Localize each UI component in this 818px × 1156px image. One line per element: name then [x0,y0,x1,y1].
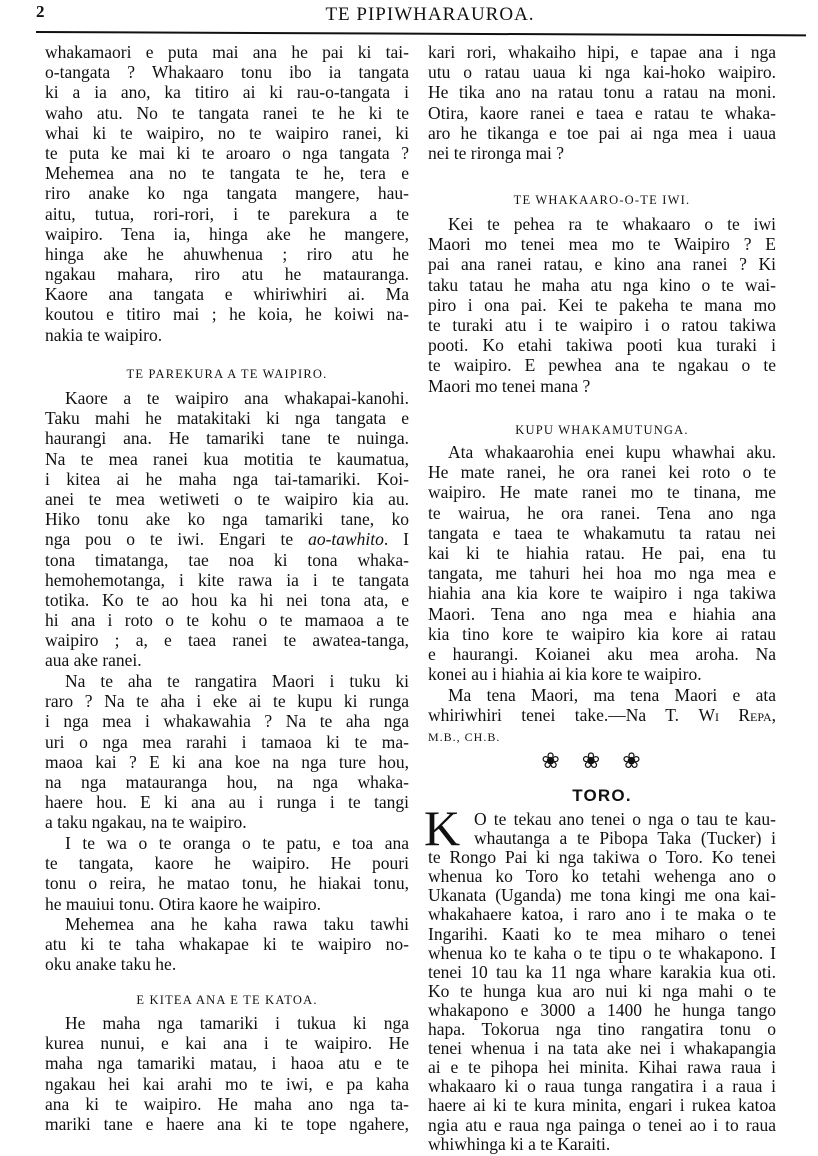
text-line: te waipiro. E pewhea ana te ngakau o te [428,355,776,376]
text-line: ngakau mahara, riro atu he matauranga. [45,264,409,285]
text-line: kari rori, whakaiho hipi, e tapae ana i nga [428,42,776,62]
text-line: tona timatanga, tae noa ki tona whaka- [45,549,409,570]
text-line: i nga mea i whakawahia ? Na te aha nga [45,711,409,732]
ornament-divider: ❀❀❀ [541,748,663,773]
text-line: He tika ano na ratau tonu a ratau na moni. [428,82,776,103]
drop-cap: K [424,800,461,856]
text-line: Kaore a te waipiro ana whakapai-kanohi. [65,388,409,408]
text-line: hi ana i roto o te kohu o te mamaoa a te [45,610,409,631]
text-line: waipiro ; a, e taea ranei te awatea-tanga, [45,630,409,651]
text-line: whautanga a te Pibopa Taka (Tucker) i [474,829,776,849]
text-line: o-tangata ? Whakaaro tonu ibo ia tangata [45,62,409,83]
text-line: Ma tena Maori, ma tena Maori e ata [448,685,776,705]
text-line: pooti. Ko etahi takiwa pooti kua turaki i [428,335,776,356]
text-line: waipiro. Tena ia, hinga ake he mangere, [45,223,409,244]
text-line: konei au i hiahia ai kia kore te waipiro. [428,664,702,685]
text-line: He maha nga tamariki i tukua ki nga [65,1013,409,1033]
section-heading: KUPU WHAKAMUTUNGA. [515,423,689,437]
text-line: kurea nunui, e kai ana i te waipiro. He [45,1033,409,1054]
text-line: tonu o reira, he matao tonu, he hiakai tonu, [45,873,409,894]
paragraph [428,42,776,163]
text-line: whenua ko Toro ko tetahi wehenga ano o [428,867,776,887]
text-line: maha nga tamariki matau, i haoa atu e te [45,1053,409,1074]
text-segment: nga pou o te iwi. Engari te [45,529,309,550]
text-line: a taku ngakau, na te waipiro. [45,812,247,833]
text-line: he mauiui tonu. Otira kaore he waipiro. [45,893,322,914]
masthead-title: TE PIPIWHARAUROA. [325,4,535,25]
text-line: whenua ko te kaha o te tipu o te whakapono. I [428,943,776,963]
text-line: Taku mahi he matakitaki ki nga tangata e [45,408,409,429]
italic-text: ao-tawhito [308,529,384,550]
text-line: utu o ratau uaua ki nga kai-hoko waipiro. [428,62,776,83]
text-line: waipiro. He mate ranei mo te tinana, me [428,482,776,503]
text-line: e haurangi. Koianei aku mea aroha. Na [428,643,776,664]
text-line: hapa. Tokorua nga tino rangatira tonu o [428,1020,776,1040]
text-line: na nga matauranga hou, na nga whaka- [45,771,409,792]
text-line: Kaore ana tangata e whiriwhiri ai. Ma [45,284,409,305]
text-line: nei te rironga mai ? [428,142,565,163]
text-line: te Rongo Pai ki nga takiwa o Toro. Ko tenei [428,848,776,868]
text-line: whiwhinga ki a te Karaiti. [428,1134,611,1154]
text-line: hiahia ana kia kore te waipiro i nga takiwa [428,583,776,604]
text-line: aitu, tutua, rori-rori, i te parekura a te [45,203,409,224]
article-title: TORO. [572,786,632,805]
text-line: aua ake ranei. [45,650,142,671]
text-line: te turaki atu i te waipiro i o ratou takiwa [428,314,776,335]
text-line: atu ki te taha whakapae ki te waipiro no- [45,934,409,955]
page-number: 2 [36,2,45,21]
text-line: anei te mea wetiweti o te waipiro kia au. [45,488,409,509]
text-line: I te wa o te oranga o te patu, e toa ana [65,833,409,853]
text-line: He mate ranei, he ora ranei kei roto o te [428,462,776,483]
text-line: totika. Ko te ao hou ka hi nei tona ata, e [45,589,409,610]
text-line: ngia atu e raua nga painga o tenei ao i to raua [428,1115,776,1135]
text-line: hinga ake he ahuwhenua ; riro atu he [45,243,409,264]
text-line: uri o nga mea rarahi i tamaoa ki te ma- [45,731,409,752]
text-line: tenei 10 tau ka 11 nga whare karakia kua oti. [428,962,776,982]
text-line [428,705,776,725]
paragraph [428,214,776,396]
text-line: tangata e taea te whakamutu ta ratau nei [428,522,776,543]
text-line: whakamaori e puta mai ana he pai ki tai- [45,42,409,62]
text-line: O te tekau ano tenei o nga o tau te kau- [474,810,776,829]
paragraph [45,42,409,345]
author-credentials: M.B., CH.B. [428,730,501,745]
text-line: riro anake ko nga tangata mangere, hau- [45,183,409,204]
text-line: koutou e titiro mai ; he koia, he koiwi na- [45,304,409,325]
paragraph [424,800,776,1154]
text-line: waho atu. No te tangata ranei te he ki te [45,102,409,123]
text-line: Kei te pehea ra te whakaaro o te iwi [448,214,776,234]
text-line: haere hou. E ki ana au i runga i te tangi [45,792,409,813]
section-heading: TE PAREKURA A TE WAIPIRO. [126,367,328,381]
text-line: hemohemotanga, i kite rawa ia i te tangata [45,569,409,590]
text-line: Otira, kaore ranei e taea e ratau te whaka- [428,102,776,123]
text-line: tangata, me tahuri hei hoa mo nga mea e [428,563,776,584]
text-line: kia tino kore te waipiro kia kore ai ratau [428,623,776,644]
text-line: mariki tane e haere ana ki te tope ngahere, [45,1113,409,1134]
text-line: oku anake taku he. [45,954,177,975]
text-line: Ata whakaarohia enei kupu whawhai aku. [448,442,776,462]
text-line: ai e te pihopa hei minita. Kihai rawa raua i [428,1058,776,1078]
text-line: kai ki te hiahia ratau. He pai, ena tu [428,542,776,563]
text-line: Hiko tonu ake ko nga tamariki tane, ko [45,509,409,530]
text-line: Ko te hunga kua aro nui ki nga mahi o te [428,981,776,1001]
text-line: piro i ona pai. Kei te pakeha te mana mo [428,294,776,315]
text-line: Maori. Tena ano nga mea e hiahia ana [428,603,776,624]
text-line: pai ana ranei ratau, e kino ana ranei ? Ki [428,254,776,275]
text-line: tenei whenua i na tata ake nei i whakapangia [428,1039,776,1059]
text-line: whakapono e 3000 a 1400 he hunga tango [428,1000,776,1020]
text-line: whakahaere katoa, i raro ano i te maka o te [428,905,776,925]
text-line: Mehemea ana he kaha rawa taku tawhi [65,914,409,934]
text-line: taku tatau he maha atu nga kino o te wai- [428,274,776,295]
text-line: haurangi ana. He tamariki tane te nuinga. [45,428,409,449]
paragraph [428,442,776,684]
text-line: Ingarihi. Kaati ko te mea miharo o tenei [428,924,776,944]
text-line: whai ki te waipiro, no te waipiro ranei, ki [45,122,409,143]
text-line: maoa kai ? E ki ana koe na nga ture hou, [45,751,409,772]
text-line [45,529,409,549]
text-line: Na te aha te rangatira Maori i tuku ki [65,671,409,691]
text-line: Maori mo tenei mea mo te Waipiro ? E [428,234,776,255]
paragraph [45,388,409,671]
text-line: te puta ke mai ki te aroaro o nga tangata ? [45,142,409,163]
text-line: te wairua, he ora ranei. Tena ano nga [428,502,776,523]
text-line [428,725,776,745]
section-heading: E KITEA ANA E TE KATOA. [136,993,318,1007]
section-heading: TE WHAKAARO-O-TE IWI. [513,193,691,207]
text-line: nakia te waipiro. [45,324,163,345]
paragraph [45,833,409,914]
text-line: i kitea ai he maha nga tai-tamariki. Koi- [45,468,409,489]
paragraph [45,1013,409,1134]
text-line: ngakau hei kai arahi mo te iwi, e pa kaha [45,1073,409,1094]
paragraph [45,671,409,833]
header-rule [36,31,806,36]
author-name: Wi Repa, [698,705,776,726]
text-line: raro ? Na te aha i eke ai te kupu ki runga [45,691,409,712]
text-line: Maori mo tenei mana ? [428,375,591,396]
text-line: haere ai ki te kura minita, engari i rukea katoa [428,1096,776,1116]
text-line: whakaaro ki o raua tunga rangatira i a raua i [428,1077,776,1097]
text-line: Ukanata (Uganda) me tona kingi me ona kai- [428,886,776,906]
text-segment: whiriwhiri tenei take.—Na T. [428,705,699,726]
text-line: aro he tikanga e toe pai ai nga mea i uaua [428,122,776,143]
text-line: ana ki te waipiro. He maha ano nga ta- [45,1093,409,1114]
text-line: Na te mea ranei kua motitia te kaumatua, [45,448,409,469]
text-line: Mehemea ana no te tangata te he, tera e [45,163,409,184]
text-line: ki a ia ano, ka titiro ai ki rau-o-tangata i [45,82,409,103]
text-segment: . I [383,529,409,550]
paragraph [45,914,409,975]
signature-paragraph [428,685,776,746]
text-line: te tangata, kaore he waipiro. He pouri [45,853,409,874]
